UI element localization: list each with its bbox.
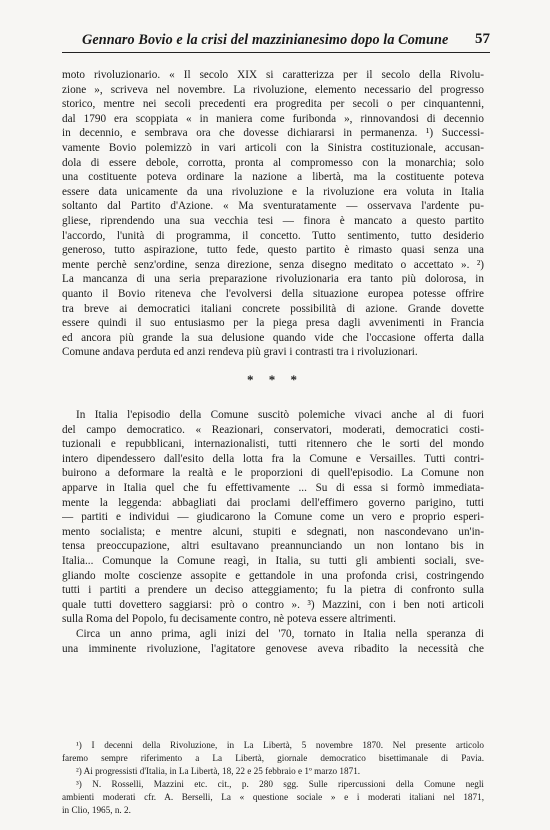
running-title: Gennaro Bovio e la crisi del mazzinianesimo dopo la Comune [82, 32, 449, 48]
text-line: mente perchè senz'ordine, senza direzione, senza disegno meditato o accettato ». ²) [62, 258, 484, 271]
text-line: vamente Bovio polemizzò in vari articoli con la Sinistra costituzionale, accusan- [62, 141, 484, 154]
text-line: tra breve ai democratici italiani concrete possibilità di azione. Grande dovette [62, 302, 484, 315]
text-line: una costituente poteva ordinare la nazione a libertà, ma la costituente poteva [62, 171, 484, 184]
section-separator: * * * [247, 372, 303, 387]
footnote-line: ²) Ai progressisti d'Italia, in La Libertà, 18, 22 e 25 febbraio e 1º marzo 1871. [76, 766, 361, 776]
text-line: La mancanza di una seria preparazione rivoluzionaria era tanto più dolorosa, in [62, 273, 484, 286]
text-line: dal 1790 era scoppiata « in maniera come furibonda », rinnovandosi di decennio [62, 112, 484, 125]
text-line: ed ancora più grande la sua delusione quando vide che l'occasione offerta dalla [62, 331, 484, 344]
paragraph-section-2 [62, 408, 484, 656]
text-line: Comune andava perduta ed anzi rendeva più gravi i contrasti tra i rivoluzionari. [62, 346, 418, 359]
text-line: tensa preoccupazione, altri esultavano preannunciando un non lontano bis in [62, 540, 484, 553]
page-header [62, 30, 490, 53]
text-line: intero dipendessero dall'esito della lotta fra la Comune e Versailles. Tutti contri- [62, 452, 484, 465]
paragraph-section-1 [62, 68, 484, 360]
text-line: in decennio, e sembrava ora che dovesse dichiararsi in permanenza. ¹) Successi- [62, 127, 484, 140]
text-line: Italia... Comunque la Comune reagì, in Italia, su tutti gli ambienti sociali, sve- [62, 554, 484, 567]
text-line: sulla Roma del Popolo, fu decisamente contro, nè poteva essere altrimenti. [62, 613, 396, 626]
text-line: tuzionali e repubblicani, internazionalisti, tutti ritennero che le sorti del mondo [62, 438, 484, 451]
text-line: gliando molte coscienze assopite e gettandole in una profonda crisi, costringendo [62, 569, 484, 582]
text-line: buirono a deformare la realtà e le proporzioni di quell'episodio. La Comune non [62, 467, 484, 480]
text-line: del campo democratico. « Reazionari, conservatori, moderati, democratici costi- [62, 423, 484, 436]
text-line: zione », scriveva nel novembre. La rivoluzione, elemento necessario del progresso [62, 83, 484, 96]
text-line: storico, mentre nei secoli precedenti era progredita per secoli o per cinquantenni, [62, 98, 484, 111]
footnotes [62, 739, 484, 817]
text-line: essere data unicamente da una rivoluzione e la rivoluzione era voluta in Italia [62, 185, 484, 198]
text-line: In Italia l'episodio della Comune suscitò polemiche vivaci anche al di fuori [76, 409, 484, 421]
text-line: una imminente rivoluzione, l'agitatore genovese aveva ribadito la necessità che [62, 642, 484, 655]
text-line: generoso, tutto aspirazione, tutto fede, questo partito è rimasto quasi senza una [62, 244, 484, 257]
footnote-line: ambienti moderati cfr. A. Berselli, La « questione sociale » e i moderati italiani nel 1871, [62, 792, 484, 802]
footnote-line: in Clio, 1965, n. 2. [62, 805, 131, 815]
text-line: gliese, riprendendo una sua vecchia tesi — finora è mancato a questo partito [62, 214, 484, 227]
text-line: soltanto dal Partito d'Azione. « Ma sventuratamente — osservava l'ardente pu- [62, 200, 484, 213]
text-line: tutti i partiti a prendere un deciso atteggiamento; fu la pietra di confronto sulla [62, 584, 484, 597]
footnote-line: ¹) I decenni della Rivoluzione, in La Libertà, 5 novembre 1870. Nel presente articolo [76, 740, 484, 750]
text-line: mente la leggenda: abbagliati dai proclami dell'effimero governo parigino, tutti [62, 496, 484, 509]
text-line: Circa un anno prima, agli inizi del '70, tornato in Italia nella speranza di [76, 627, 484, 640]
text-line: dola di essere debole, corrotta, pronta al compromesso con la monarchia; solo [62, 156, 484, 169]
page-number: 57 [475, 31, 490, 47]
text-line: essere quindi il suo entusiasmo per la piega presa dagli avvenimenti in Francia [62, 317, 484, 330]
text-line: mento socialista; e mentre alcuni, stupiti e sdegnati, non nascondevano un'in- [62, 525, 484, 538]
text-line: — partiti e individui — giudicarono la Comune come un vero e proprio esperi- [62, 511, 484, 524]
text-line: moto rivoluzionario. « Il secolo XIX si caratterizza per il secolo della Rivolu- [62, 69, 484, 81]
footnote-line: ³) N. Rosselli, Mazzini etc. cit., p. 280 sgg. Sulle ripercussioni della Comune negli [76, 779, 484, 789]
text-line: quanto il Bovio riteneva che l'evolversi della situazione europea potesse offrire [62, 287, 484, 300]
footnote-line: faremo sempre riferimento a La Libertà, giornale democratico bisettimanale di Pavia. [62, 753, 484, 763]
text-line: quale tutti dovettero saggiarsi: prò o contro ». ³) Mazzini, con i ben noti articoli [62, 598, 484, 611]
text-line: apparve in Italia quel che fu effettivamente ... Su di essa si formò immediata- [62, 481, 484, 494]
text-line: l'accordo, l'unità di programma, il concetto. Tutto sentimento, tutto desiderio [62, 229, 484, 242]
